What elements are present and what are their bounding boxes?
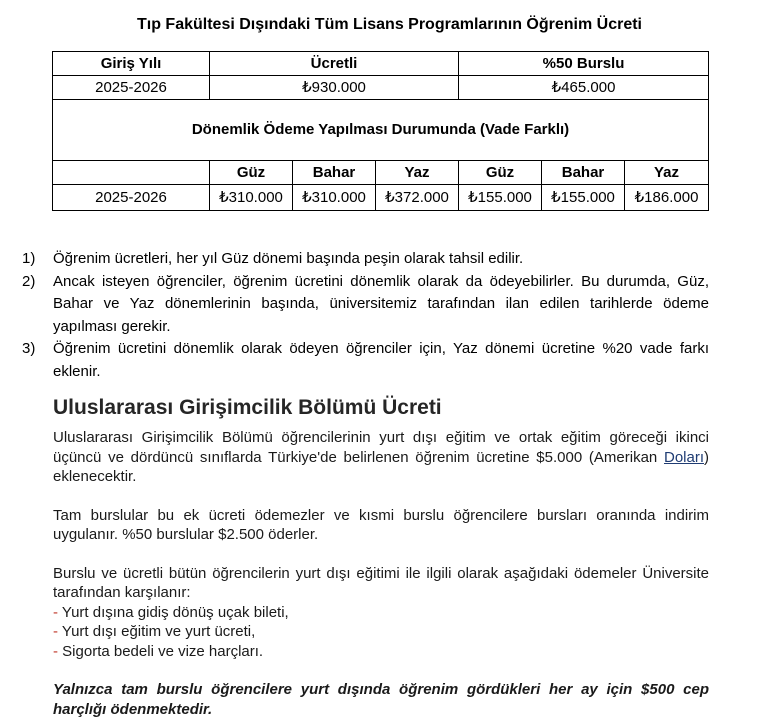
installment-title: Dönemlik Ödeme Yapılması Durumunda (Vade Farklı) xyxy=(53,100,709,161)
notes-list xyxy=(22,248,709,383)
note-number: 1) xyxy=(22,250,36,267)
section-heading: Uluslararası Girişimcilik Bölümü Ücreti xyxy=(53,396,442,419)
dash-bullet: - xyxy=(53,603,58,621)
list-item-text: Yurt dışı eğitim ve yurt ücreti, xyxy=(61,623,256,640)
table-cell: ₺155.000 xyxy=(459,185,542,211)
header-half-scholarship: %50 Burslu xyxy=(459,52,709,76)
note-number: 3) xyxy=(22,340,36,357)
subheader-spring: Bahar xyxy=(542,161,625,185)
header-paid: Ücretli xyxy=(210,52,459,76)
allowance-note: Yalnızca tam burslu öğrencilere yurt dışında öğrenim gördükleri her ay için $500 cep harçlığı ödenmektedir. xyxy=(53,681,709,718)
list-item-text: Yurt dışına gidiş dönüş uçak bileti, xyxy=(61,603,289,621)
currency-link[interactable]: Doları xyxy=(663,448,704,466)
table-cell: ₺310.000 xyxy=(210,185,293,211)
table-row xyxy=(53,185,709,211)
subheader-fall: Güz xyxy=(210,161,293,185)
page-title: Tıp Fakültesi Dışındaki Tüm Lisans Programlarının Öğrenim Ücreti xyxy=(136,16,642,33)
note-text: Öğrenim ücretleri, her yıl Güz dönemi başında peşin olarak tahsil edilir. xyxy=(53,250,524,267)
dash-bullet: - xyxy=(53,623,58,640)
note-number: 2) xyxy=(22,272,36,290)
header-entry-year: Giriş Yılı xyxy=(53,52,210,76)
paragraph-text: Uluslararası Girişimcilik Bölümü öğrencilerinin yurt dışı eğitim ve ortak eğitim göreceği ikinci üçüncü ve dördüncü sınıflarda Türkiye'de belirlenen öğrenim ücretine $5.000 (Amerikan xyxy=(53,429,709,466)
table-subheader-row xyxy=(53,161,709,185)
table-header-row xyxy=(53,52,709,76)
table-row xyxy=(53,76,709,100)
table-cell: ₺372.000 xyxy=(376,185,459,211)
list-item-text: Sigorta bedeli ve vize harçları. xyxy=(62,642,264,660)
note-text: Öğrenim ücretini dönemlik olarak ödeyen öğrenciler için, Yaz dönemi ücretine %20 vade farkı eklenir. xyxy=(53,340,709,380)
tuition-fee-table xyxy=(52,51,709,211)
table-cell-empty xyxy=(53,161,210,185)
list-item xyxy=(53,622,709,642)
paragraph-text: ) eklenecektir. xyxy=(53,448,709,485)
table-cell: 2025-2026 xyxy=(53,76,210,100)
list-item xyxy=(53,642,709,662)
table-cell: ₺155.000 xyxy=(542,185,625,211)
section-paragraph: Tam burslular bu ek ücreti ödemezler ve kısmi burslu öğrencilere bursları oranında indirim uygulanır. %50 burslular $2.500 öderler. xyxy=(53,506,709,543)
table-cell: ₺930.000 xyxy=(210,76,459,100)
table-cell: ₺310.000 xyxy=(293,185,376,211)
subheader-spring: Bahar xyxy=(293,161,376,185)
dash-bullet: - xyxy=(53,642,58,660)
table-cell: ₺465.000 xyxy=(459,76,709,100)
subheader-fall: Güz xyxy=(459,161,542,185)
installment-title-row xyxy=(53,100,709,161)
note-item xyxy=(22,271,709,339)
note-item xyxy=(22,338,709,383)
table-cell: 2025-2026 xyxy=(53,185,210,211)
note-item xyxy=(22,248,709,271)
list-item xyxy=(53,603,709,623)
international-entrepreneurship-section xyxy=(53,394,709,719)
note-text: Ancak isteyen öğrenciler, öğrenim ücretini dönemlik olarak da ödeyebilirler. Bu durumda, Güz, Bahar ve Yaz dönemlerinin başında, üniversitemiz tarafından ilan edilen tarihlerde ödeme yapılması gerekir. xyxy=(53,272,709,335)
subheader-summer: Yaz xyxy=(376,161,459,185)
subheader-summer: Yaz xyxy=(625,161,709,185)
table-cell: ₺186.000 xyxy=(625,185,709,211)
section-paragraph: Burslu ve ücretli bütün öğrencilerin yurt dışı eğitimi ile ilgili olarak aşağıdaki ödemeler Üniversite tarafından karşılanır: xyxy=(53,564,709,601)
section-paragraph xyxy=(53,428,709,487)
